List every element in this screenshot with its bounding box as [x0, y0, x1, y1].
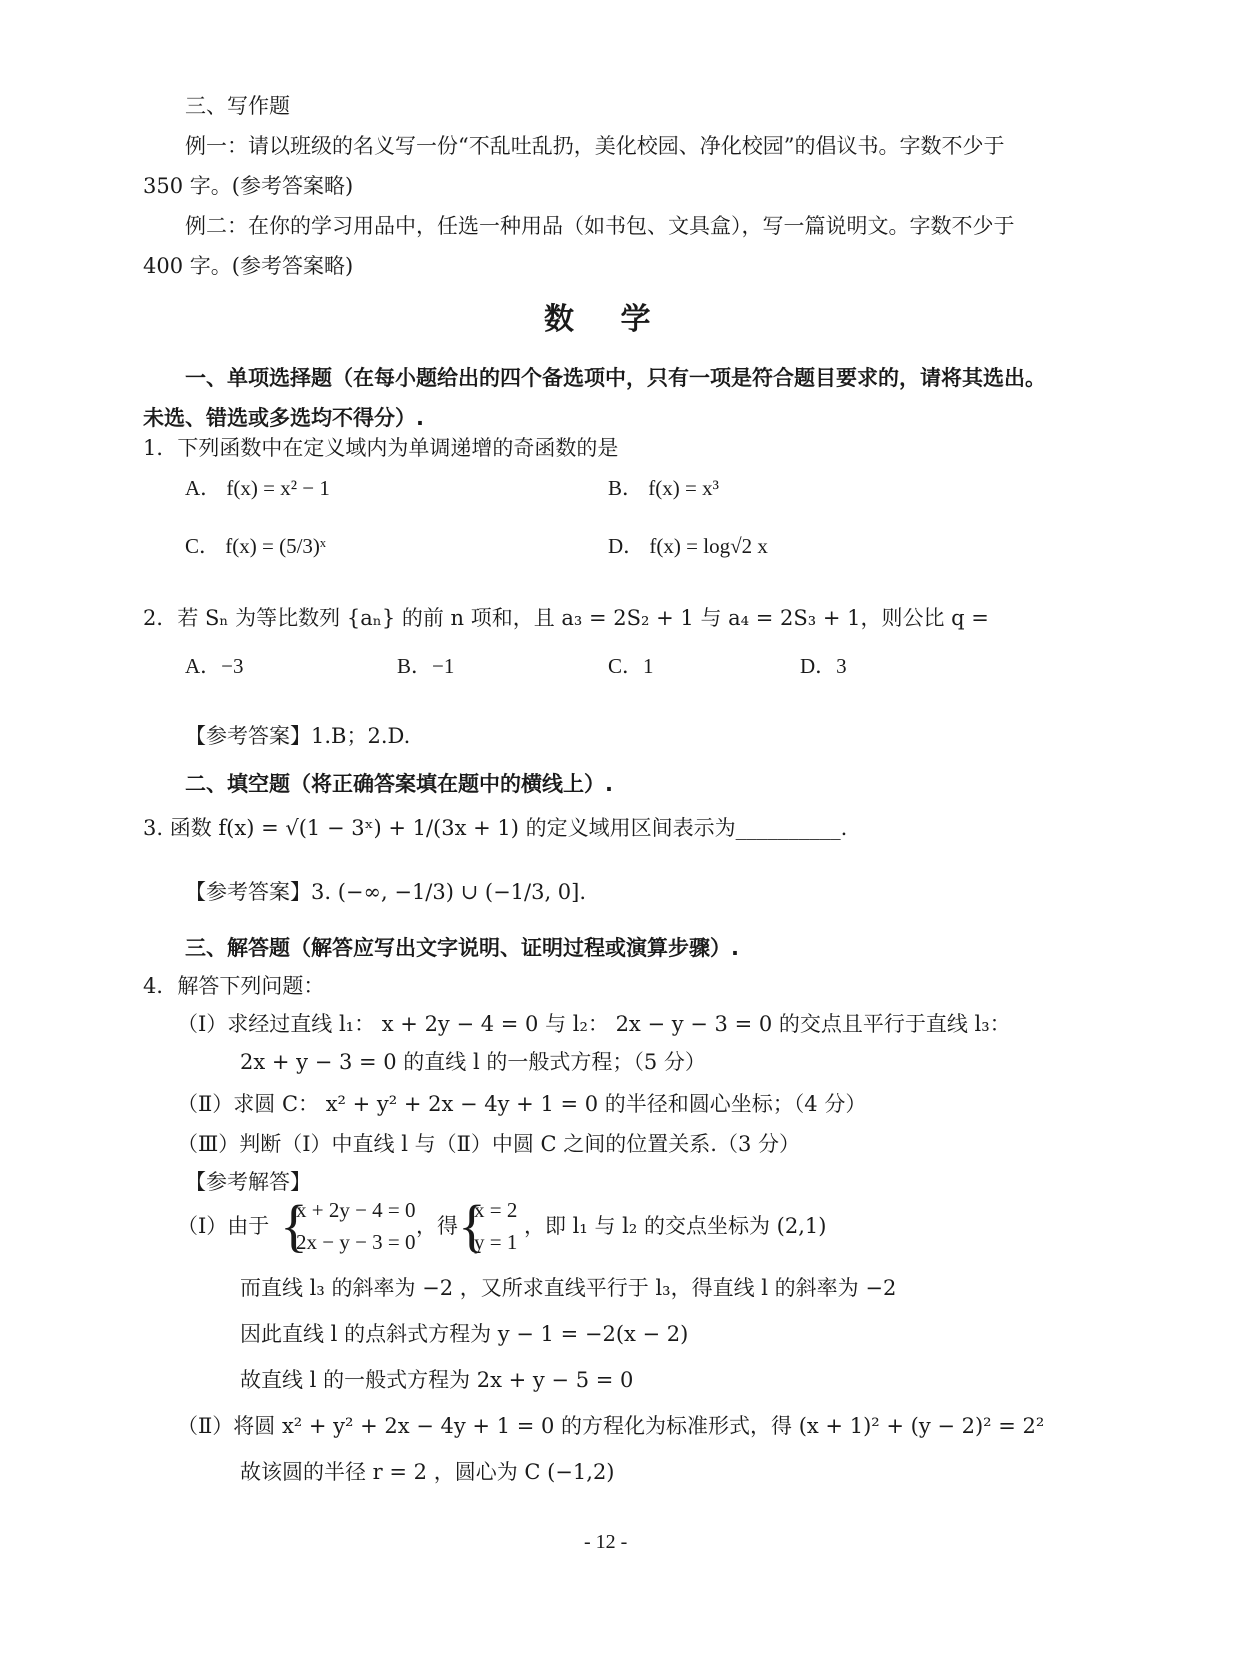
page-number: - 12 -: [584, 1531, 628, 1553]
solution-1-suffix: ，即 l₁ 与 l₂ 的交点坐标为 (2,1): [524, 1214, 827, 1238]
section1-heading-line-1: 一、单项选择题（在每小题给出的四个备选项中，只有一项是符合题目要求的，请将其选出。: [185, 366, 1046, 390]
solution-label: 【参考解答】: [185, 1170, 311, 1194]
question-3-stem: 3. 函数 f(x) = √(1 − 3ˣ) + 1/(3x + 1) 的定义域用区间表示为__________.: [143, 816, 848, 840]
solution-1-prefix: （Ⅰ）由于: [177, 1214, 270, 1238]
system-1-equation-1: x + 2y − 4 = 0: [296, 1198, 416, 1222]
question-1-option-b: B． f(x) = x³: [608, 476, 719, 500]
question-2-option-a: A．−3: [185, 654, 244, 678]
question-2-stem: 2．若 Sₙ 为等比数列 {aₙ} 的前 n 项和，且 a₃ = 2S₂ + 1 与 a₄ = 2S₃ + 1，则公比 q =: [143, 606, 989, 630]
question-3-answer: 【参考答案】3. (−∞, −1/3) ∪ (−1/3, 0].: [185, 880, 587, 904]
solution-2-line-2: 故该圆的半径 r = 2 ，圆心为 C (−1,2): [240, 1460, 615, 1484]
section1-heading-line-2: 未选、错选或多选均不得分）.: [143, 406, 424, 430]
question-1-option-c: C． f(x) = (5/3)ˣ: [185, 534, 326, 558]
question-4-part-1-line-1: （Ⅰ）求经过直线 l₁： x + 2y − 4 = 0 与 l₂： 2x − y − 3 = 0 的交点且平行于直线 l₃：: [177, 1012, 1011, 1036]
solution-2-line-1: （Ⅱ）将圆 x² + y² + 2x − 4y + 1 = 0 的方程化为标准形式，得 (x + 1)² + (y − 2)² = 2²: [177, 1414, 1045, 1438]
question-4-part-3: （Ⅲ）判断（Ⅰ）中直线 l 与（Ⅱ）中圆 C 之间的位置关系.（3 分）: [177, 1132, 801, 1156]
solution-1-line-4: 故直线 l 的一般式方程为 2x + y − 5 = 0: [240, 1368, 634, 1392]
system-2-equation-1: x = 2: [474, 1198, 518, 1222]
writing-heading: 三、写作题: [185, 94, 290, 118]
system-2-equation-2: y = 1: [474, 1230, 518, 1254]
question-2-option-d: D．3: [800, 654, 847, 678]
question-2-option-b: B．−1: [397, 654, 455, 678]
answer-1-2: 【参考答案】1.B；2.D.: [185, 724, 411, 748]
question-4-part-2: （Ⅱ）求圆 C： x² + y² + 2x − 4y + 1 = 0 的半径和圆心坐标；（4 分）: [177, 1092, 867, 1116]
writing-example-2-line-1: 例二：在你的学习用品中，任选一种用品（如书包、文具盒），写一篇说明文。字数不少于: [185, 214, 1015, 238]
solution-1-line-3: 因此直线 l 的点斜式方程为 y − 1 = −2(x − 2): [240, 1322, 689, 1346]
system-1-equation-2: 2x − y − 3 = 0: [296, 1230, 416, 1254]
section2-heading: 二、填空题（将正确答案填在题中的横线上）.: [185, 772, 613, 796]
math-title: 数 学: [544, 302, 669, 337]
writing-example-1-line-1: 例一：请以班级的名义写一份“不乱吐乱扔，美化校园、净化校园”的倡议书。字数不少于: [185, 134, 1005, 158]
section3-heading: 三、解答题（解答应写出文字说明、证明过程或演算步骤）.: [185, 936, 739, 960]
question-1-option-d: D． f(x) = log√2 x: [608, 534, 768, 558]
question-4-part-1-line-2: 2x + y − 3 = 0 的直线 l 的一般式方程；（5 分）: [240, 1050, 706, 1074]
writing-example-1-line-2: 350 字。(参考答案略): [143, 174, 354, 198]
question-1-stem: 1．下列函数中在定义域内为单调递增的奇函数的是: [143, 436, 619, 460]
writing-example-2-line-2: 400 字。(参考答案略): [143, 254, 354, 278]
question-2-option-c: C．1: [608, 654, 654, 678]
solution-1-mid: ，得: [416, 1214, 458, 1238]
system-2-brace: {: [458, 1193, 486, 1258]
question-4-stem: 4．解答下列问题：: [143, 974, 325, 998]
solution-1-line-2: 而直线 l₃ 的斜率为 −2 ，又所求直线平行于 l₃，得直线 l 的斜率为 −2: [240, 1276, 897, 1300]
system-1-brace: {: [280, 1193, 308, 1258]
question-1-option-a: A． f(x) = x² − 1: [185, 476, 330, 500]
